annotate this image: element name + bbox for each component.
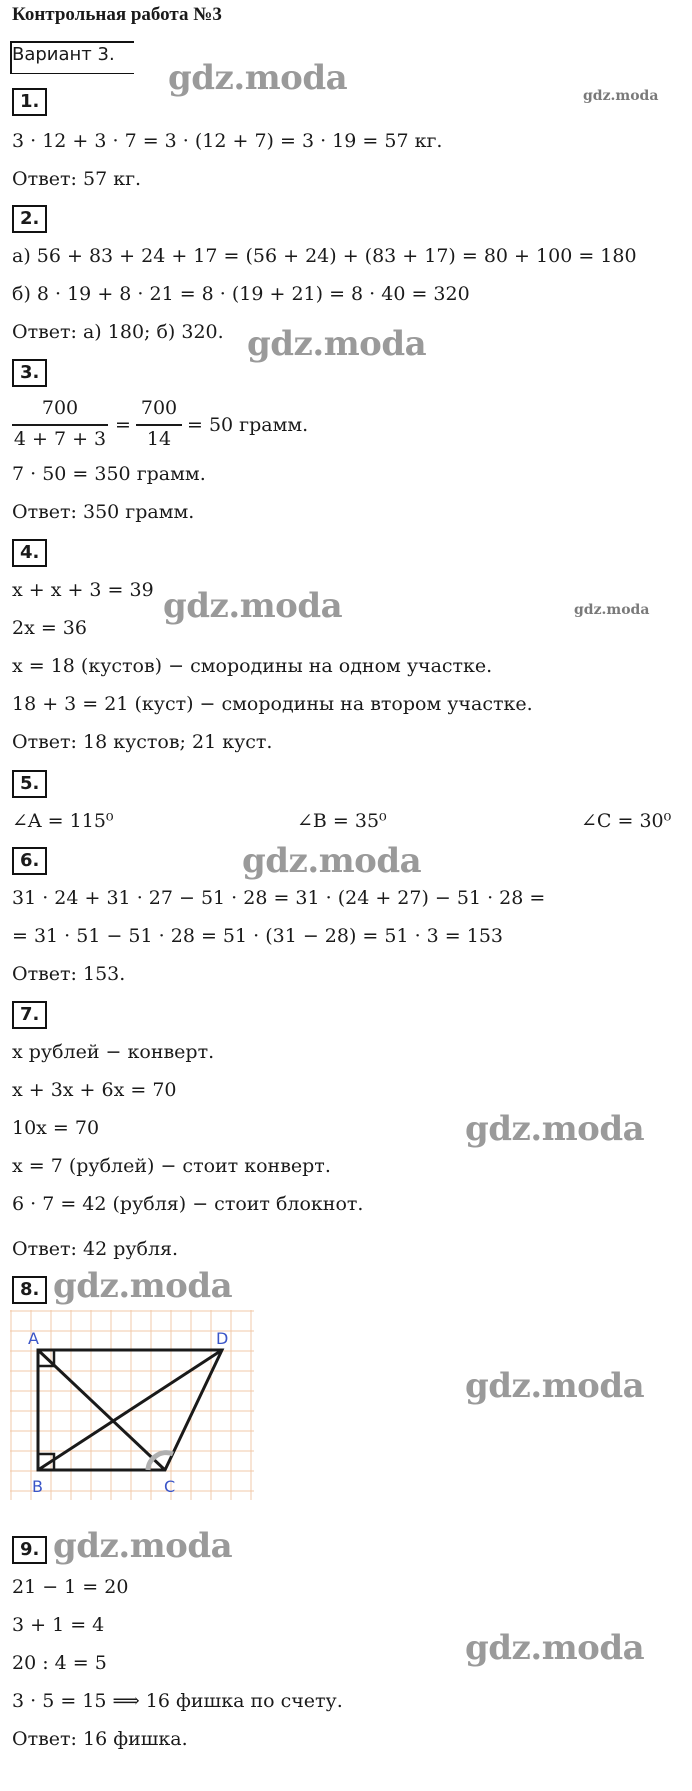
task-number: 5.	[12, 770, 47, 798]
task-line: 20 : 4 = 5	[12, 1652, 107, 1674]
fraction-denominator: 14	[146, 428, 172, 450]
task-line: x = 7 (рублей) − стоит конверт.	[12, 1155, 331, 1177]
fraction-bar	[136, 424, 182, 426]
task-line: б) 8 · 19 + 8 · 21 = 8 · (19 + 21) = 8 · 40 = 320	[12, 283, 470, 305]
task-line: 10x = 70	[12, 1117, 100, 1139]
watermark-small: gdz.moda	[574, 602, 650, 618]
equals-sign: =	[115, 414, 131, 436]
task-line: = 31 · 51 − 51 · 28 = 51 · (31 − 28) = 51 · 3 = 153	[12, 925, 504, 947]
watermark: gdz.moda	[53, 1526, 233, 1566]
task-line: 21 − 1 = 20	[12, 1576, 129, 1598]
task-answer: Ответ: 153.	[12, 963, 126, 985]
watermark: gdz.moda	[168, 58, 348, 98]
task-answer: Ответ: 42 рубля.	[12, 1238, 179, 1260]
fraction-numerator: 700	[41, 397, 79, 419]
label-d: D	[216, 1329, 229, 1348]
fraction-numerator: 700	[140, 397, 178, 419]
watermark: gdz.moda	[163, 586, 343, 626]
task-line: 7 · 50 = 350 грамм.	[12, 463, 206, 485]
watermark: gdz.moda	[465, 1109, 645, 1149]
task-number: 8.	[12, 1276, 47, 1304]
task-line: = 50 грамм.	[187, 414, 309, 436]
task-line: x + x + 3 = 39	[12, 579, 154, 601]
watermark: gdz.moda	[465, 1366, 645, 1406]
task-line: 2x = 36	[12, 617, 87, 639]
task-line: а) 56 + 83 + 24 + 17 = (56 + 24) + (83 + 17) = 80 + 100 = 180	[12, 245, 637, 267]
watermark-small: gdz.moda	[583, 88, 659, 104]
task-line: x + 3x + 6x = 70	[12, 1079, 177, 1101]
geometry-drawing	[10, 1310, 254, 1500]
task-line: 31 · 24 + 31 · 27 − 51 · 28 = 31 · (24 + 27) − 51 · 28 =	[12, 887, 546, 909]
variant-label: Вариант 3.	[12, 44, 115, 65]
task-number: 3.	[12, 359, 47, 387]
label-c: C	[164, 1477, 176, 1496]
task-line: 6 · 7 = 42 (рубля) − стоит блокнот.	[12, 1193, 364, 1215]
angle-a: ∠A = 115⁰	[12, 810, 114, 832]
label-a: A	[28, 1329, 39, 1348]
watermark: gdz.moda	[465, 1628, 645, 1668]
task-line: x = 18 (кустов) − смородины на одном участке.	[12, 655, 493, 677]
task-answer: Ответ: а) 180; б) 320.	[12, 321, 224, 343]
watermark: gdz.moda	[53, 1266, 233, 1306]
fraction-bar	[12, 424, 108, 426]
task-number: 6.	[12, 847, 47, 875]
task-answer: Ответ: 57 кг.	[12, 168, 142, 190]
task-number: 4.	[12, 539, 47, 567]
task-number: 2.	[12, 205, 47, 233]
watermark: gdz.moda	[247, 324, 427, 364]
label-b: B	[32, 1477, 43, 1496]
task-number: 1.	[12, 88, 47, 116]
task-line: 18 + 3 = 21 (куст) − смородины на втором участке.	[12, 693, 533, 715]
task-line: 3 · 12 + 3 · 7 = 3 · (12 + 7) = 3 · 19 = 57 кг.	[12, 130, 443, 152]
angle-b: ∠B = 35⁰	[297, 810, 387, 832]
task-answer: Ответ: 350 грамм.	[12, 501, 195, 523]
task-number: 9.	[12, 1536, 47, 1564]
angle-c: ∠C = 30⁰	[581, 810, 672, 832]
task-answer: Ответ: 16 фишка.	[12, 1728, 188, 1750]
diagonal-ac	[38, 1350, 165, 1470]
task-line: 3 · 5 = 15 ⟹ 16 фишка по счету.	[12, 1690, 343, 1712]
fraction-denominator: 4 + 7 + 3	[13, 428, 107, 450]
task-answer: Ответ: 18 кустов; 21 куст.	[12, 731, 273, 753]
watermark: gdz.moda	[242, 841, 422, 881]
task-number: 7.	[12, 1001, 47, 1029]
page-title: Контрольная работа №3	[12, 4, 222, 25]
task-line: 3 + 1 = 4	[12, 1614, 105, 1636]
task-line: x рублей − конверт.	[12, 1041, 215, 1063]
